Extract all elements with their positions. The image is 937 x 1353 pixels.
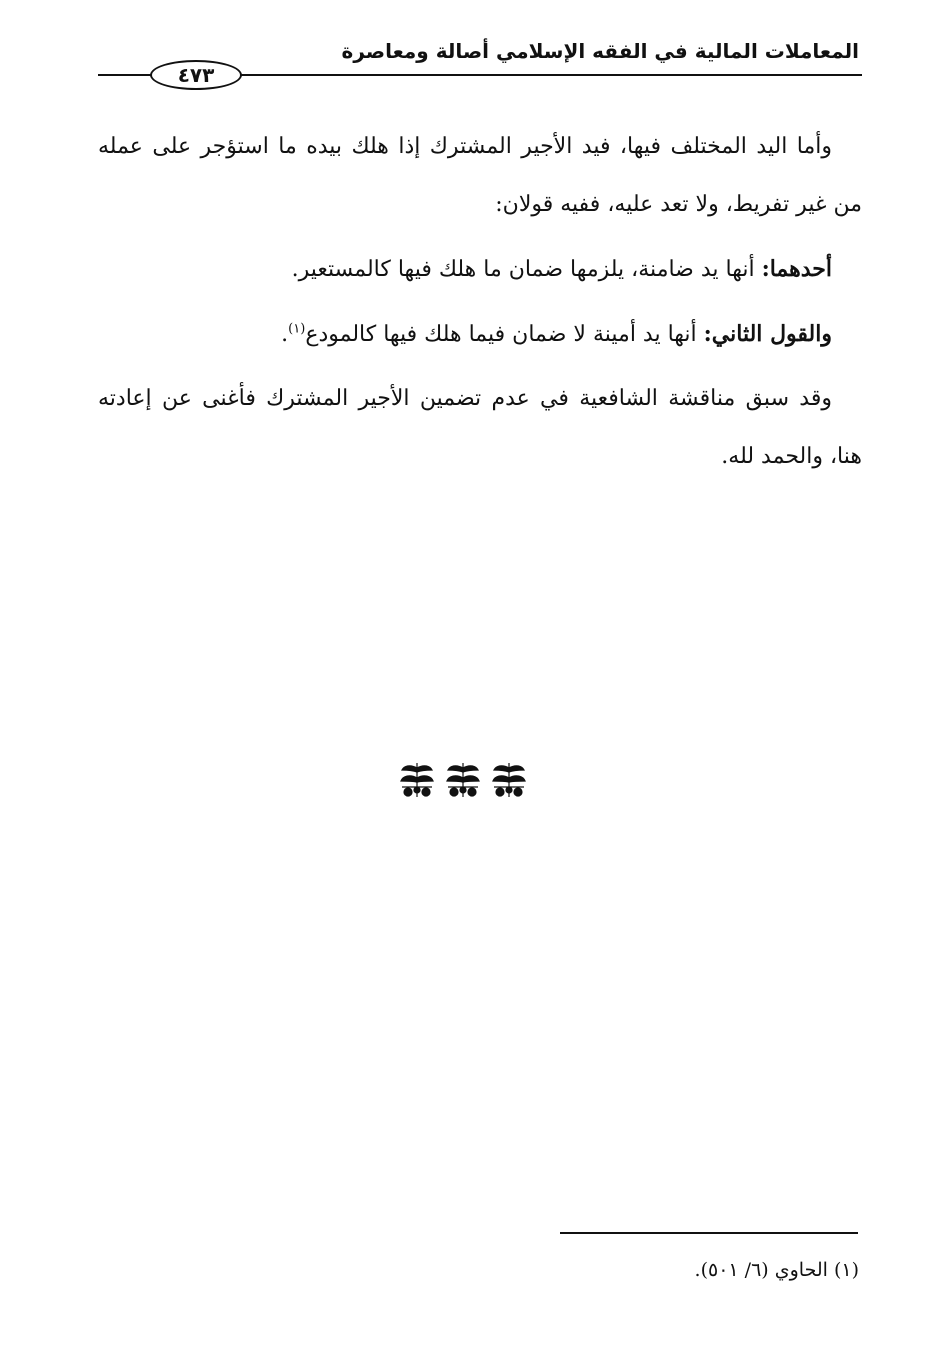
floral-ornament-icon xyxy=(490,760,528,800)
paragraph-text: أنها يد ضامنة، يلزمها ضمان ما هلك فيها كالمستعير. xyxy=(291,257,762,282)
running-title: المعاملات المالية في الفقه الإسلامي أصالة ومعاصرة xyxy=(341,39,859,63)
footnote-reference[interactable]: (١) xyxy=(288,321,306,337)
floral-ornament-icon xyxy=(444,760,482,800)
footnote-rule xyxy=(560,1232,858,1234)
paragraph-lead: أحدهما: xyxy=(761,256,832,282)
paragraph-lead: والقول الثاني: xyxy=(703,321,832,347)
page-number: ٤٧٣ xyxy=(177,63,215,87)
page-number-badge xyxy=(150,60,242,90)
paragraph xyxy=(98,240,862,299)
section-ornament xyxy=(398,756,528,804)
floral-ornament-icon xyxy=(398,760,436,800)
paragraph-text: وأما اليد المختلف فيها، فيد الأجير المشترك إذا هلك بيده ما استؤجر على عمله من غير تفريط، ولا تعد عليه، ففيه قولان: xyxy=(98,134,862,217)
main-text xyxy=(98,118,862,492)
footnote: (١) الحاوي (٦/ ٥٠١). xyxy=(694,1259,859,1281)
paragraph xyxy=(98,118,862,234)
paragraph xyxy=(98,370,862,486)
paragraph-end: . xyxy=(281,322,289,347)
paragraph-text: أنها يد أمينة لا ضمان فيما هلك فيها كالمودع xyxy=(305,322,704,347)
paragraph-text: وقد سبق مناقشة الشافعية في عدم تضمين الأجير المشترك فأغنى عن إعادته هنا، والحمد لله. xyxy=(98,386,862,469)
paragraph xyxy=(98,305,862,364)
